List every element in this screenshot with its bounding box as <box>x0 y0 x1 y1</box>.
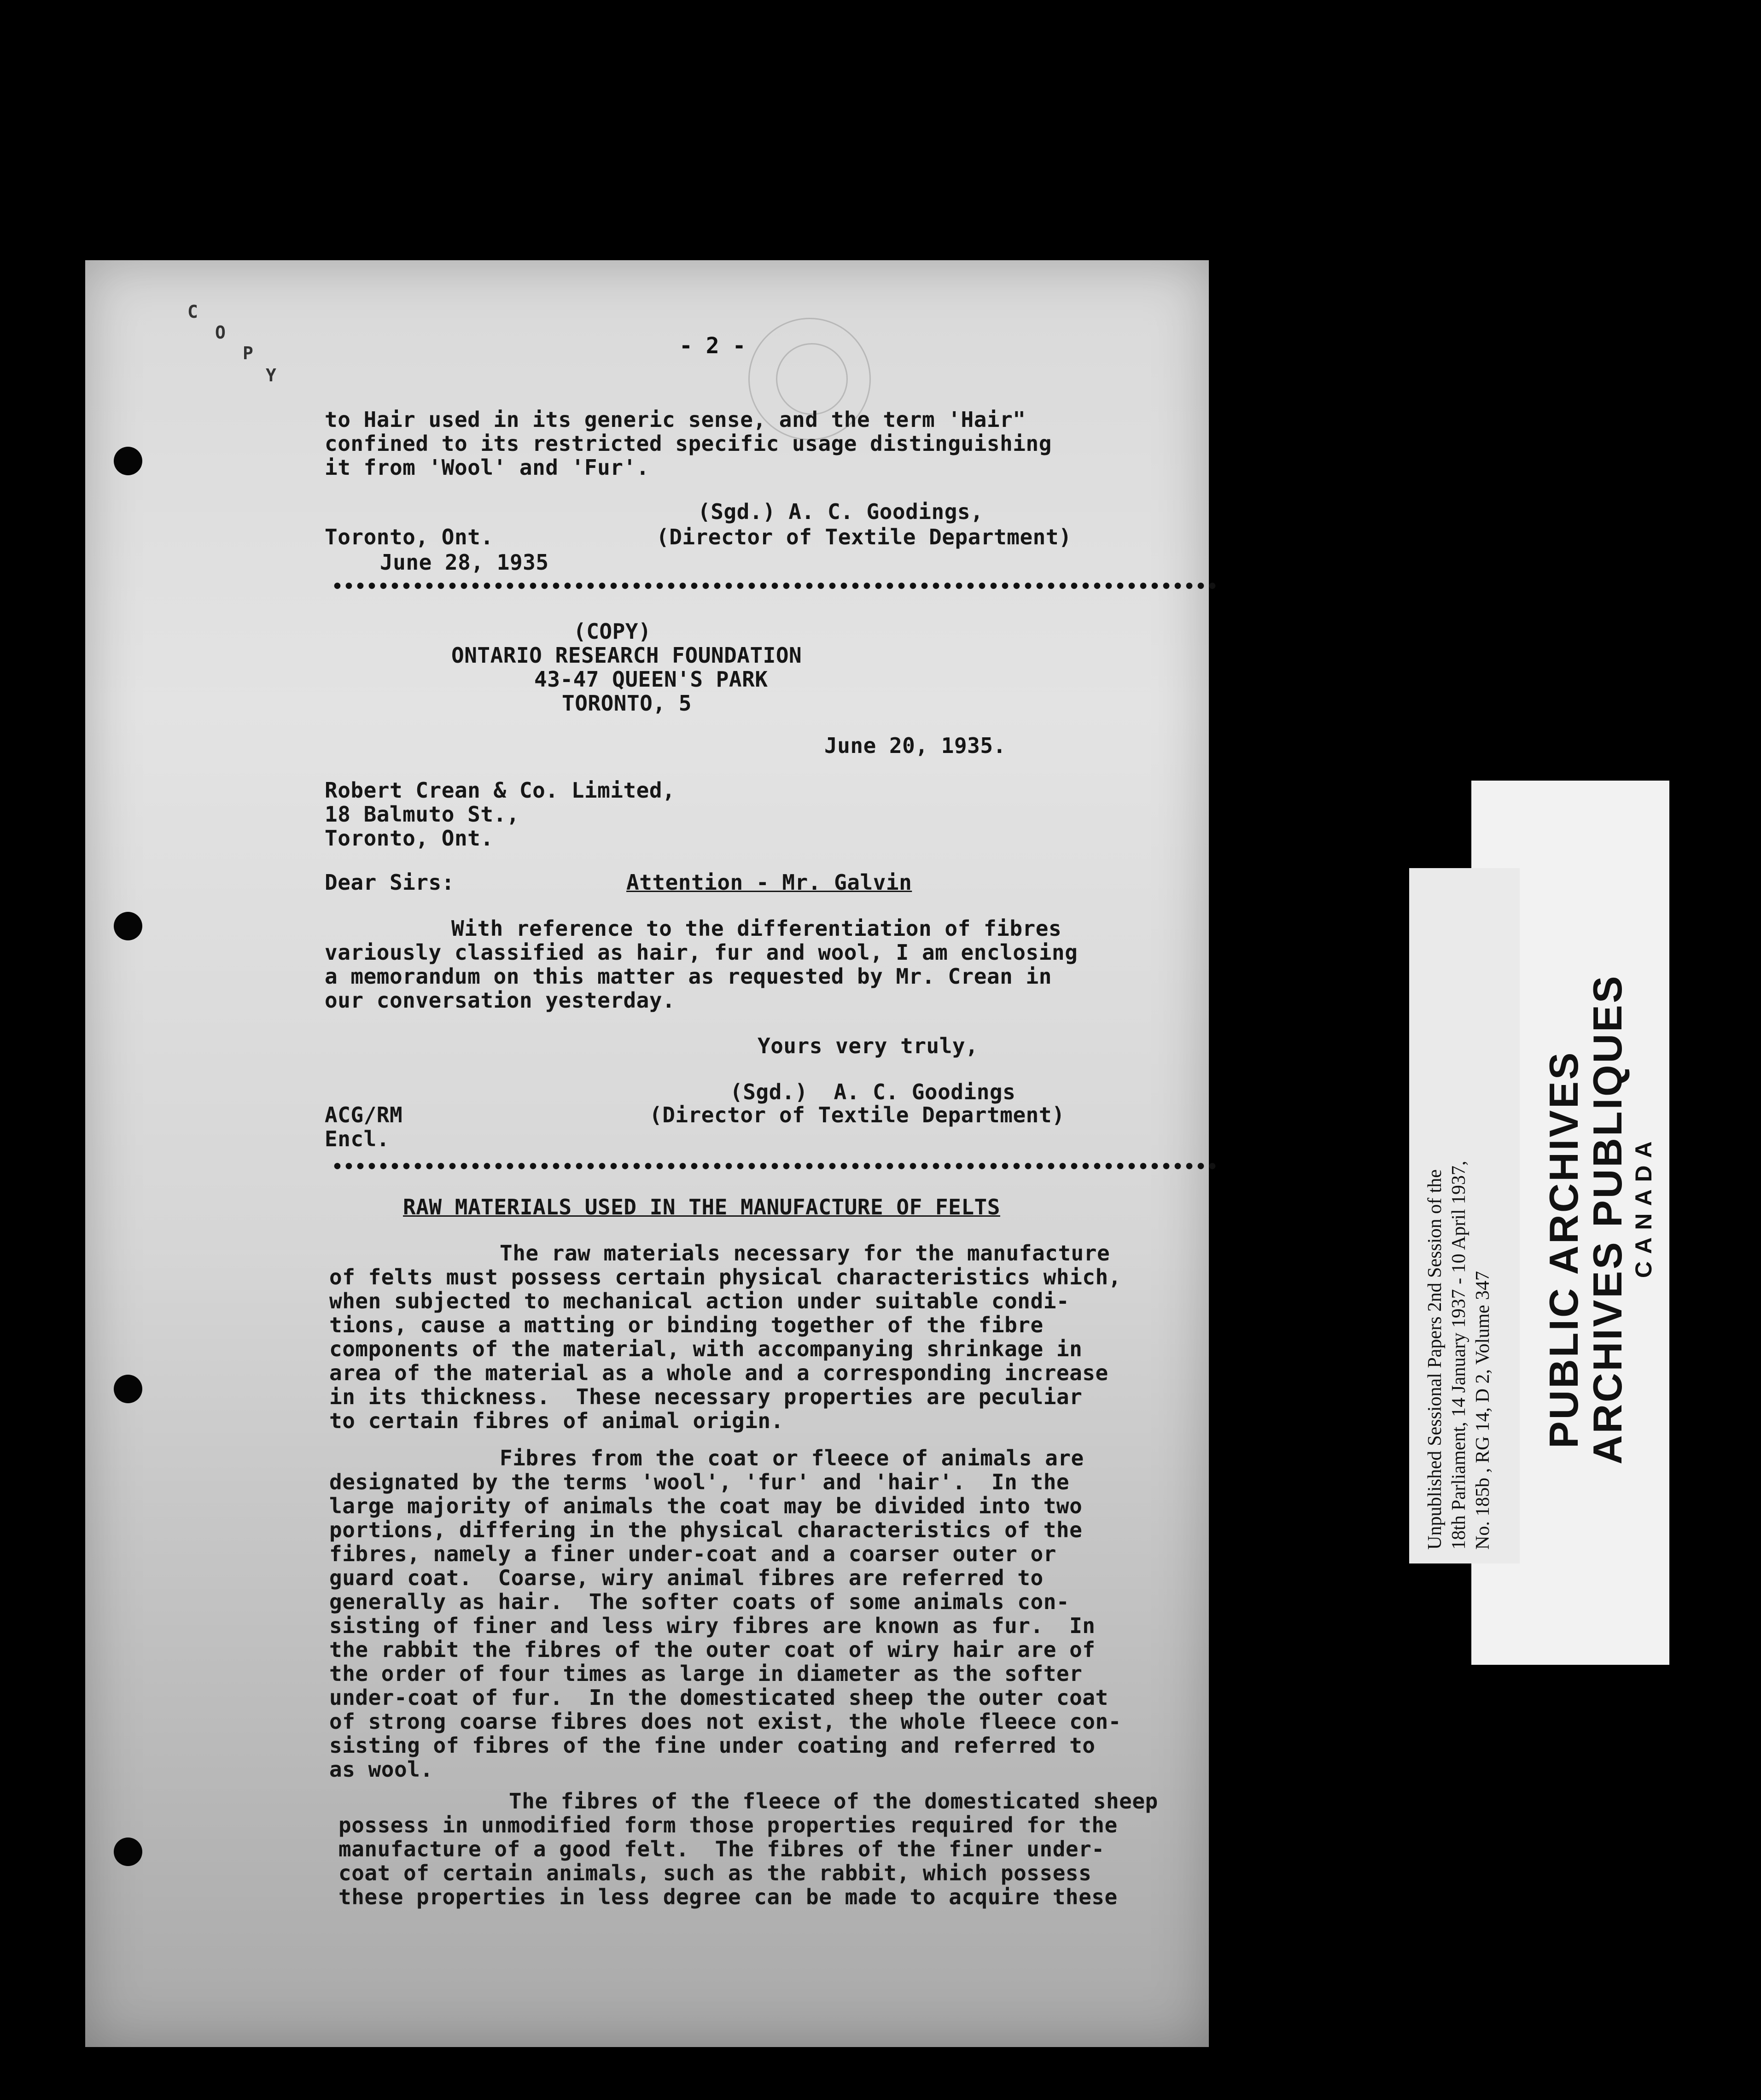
copy-mark-letter: Y <box>266 365 276 385</box>
dotted-divider <box>332 583 1216 589</box>
signature2-sgd: (Sgd.) A. C. Goodings <box>730 1079 1016 1104</box>
enclosure-note: Encl. <box>325 1126 390 1151</box>
faded-stamp-inner <box>776 343 848 415</box>
copy-mark-letter: P <box>243 343 253 363</box>
archive-reference-slip <box>1409 868 1520 1563</box>
archive-label-line2: ARCHIVES PUBLIQUES <box>1585 974 1630 1464</box>
closing: Yours very truly, <box>758 1033 979 1058</box>
letterhead-copy: (COPY) <box>573 619 652 644</box>
page-number: - 2 - <box>679 333 746 359</box>
letter-body: With reference to the differentiation of fibres variously classified as hair, fur and wool, I am enclosing a memorandum on this matter as requested by Mr. Crean in our conversation yesterday. <box>325 916 1078 1013</box>
signature2-title: (Director of Textile Department) <box>649 1102 1065 1127</box>
memo-heading: RAW MATERIALS USED IN THE MANUFACTURE OF FELTS <box>403 1195 1000 1219</box>
signature1-title: (Director of Textile Department) <box>656 525 1072 549</box>
signature2-initials: ACG/RM <box>325 1102 403 1127</box>
signature1-place: Toronto, Ont. <box>325 525 494 549</box>
archive-label-canada: CANADA <box>1631 1134 1656 1278</box>
copy-mark-letter: O <box>215 322 226 343</box>
binder-hole <box>114 1838 142 1866</box>
letter-date: June 20, 1935. <box>824 733 1006 758</box>
memo-paragraph-1: The raw materials necessary for the manufacture of felts must possess certain physical characteristics which, when subjected to mechanical action under suitable condi- tions, cause a matting or binding together of the fibre components of the material, with accompanying shrinkage in area of the material as a whole and a corresponding increase in its thickness. These necessary properties are peculiar to certain fibres of animal origin. <box>329 1241 1121 1433</box>
copy-mark-letter: C <box>187 302 198 322</box>
letterhead-address2: TORONTO, 5 <box>562 691 692 716</box>
letterhead-address1: 43-47 QUEEN'S PARK <box>534 667 768 692</box>
signature1-date: June 28, 1935 <box>380 550 549 575</box>
dotted-divider <box>332 1163 1216 1169</box>
document-page <box>85 260 1209 2047</box>
archive-label-line1: PUBLIC ARCHIVES <box>1541 1050 1586 1448</box>
binder-hole <box>114 1375 142 1403</box>
memo-paragraph-2: Fibres from the coat or fleece of animals are designated by the terms 'wool', 'fur' and 'hair'. In the large majority of animals the coat may be divided into two portions, differing in the physical characteristics of the fibres, namely a finer under-coat and a coarser outer or guard coat. Coarse, wiry animal fibres are referred to generally as hair. The softer coats of some animals con- sisting of finer and less wiry fibres are known as fur. In the rabbit the fibres of the outer coat of wiry hair are of the order of four times as large in diameter as the softer under-coat of fur. In the domesticated sheep the outer coat of strong coarse fibres does not exist, the whole fleece con- sisting of fibres of the fine under coating and referred to as wool. <box>329 1446 1121 1782</box>
signature1-sgd: (Sgd.) A. C. Goodings, <box>698 499 984 524</box>
archive-reference-text: Unpublished Sessional Papers 2nd Session of the 18th Parliament, 14 January 1937 - 10 April 1937, No. 185b , RG 14, D 2, Volume 347 <box>1424 1161 1493 1550</box>
salutation: Dear Sirs: <box>325 870 455 895</box>
binder-hole <box>114 447 142 475</box>
binder-hole <box>114 912 142 940</box>
continuation-text: to Hair used in its generic sense, and the term 'Hair" confined to its restricted specific usage distinguishing it from 'Wool' and 'Fur'. <box>325 407 1052 480</box>
recipient-address: Robert Crean & Co. Limited, 18 Balmuto St., Toronto, Ont. <box>325 778 676 851</box>
memo-paragraph-3: The fibres of the fleece of the domesticated sheep possess in unmodified form those properties required for the manufacture of a good felt. The fibres of the finer under- coat of certain animals, such as the rabbit, which possess these properties in less degree can be made to acquire these <box>338 1789 1158 1909</box>
attention-line: Attention - Mr. Galvin <box>626 870 912 895</box>
letterhead-org: ONTARIO RESEARCH FOUNDATION <box>451 643 802 668</box>
